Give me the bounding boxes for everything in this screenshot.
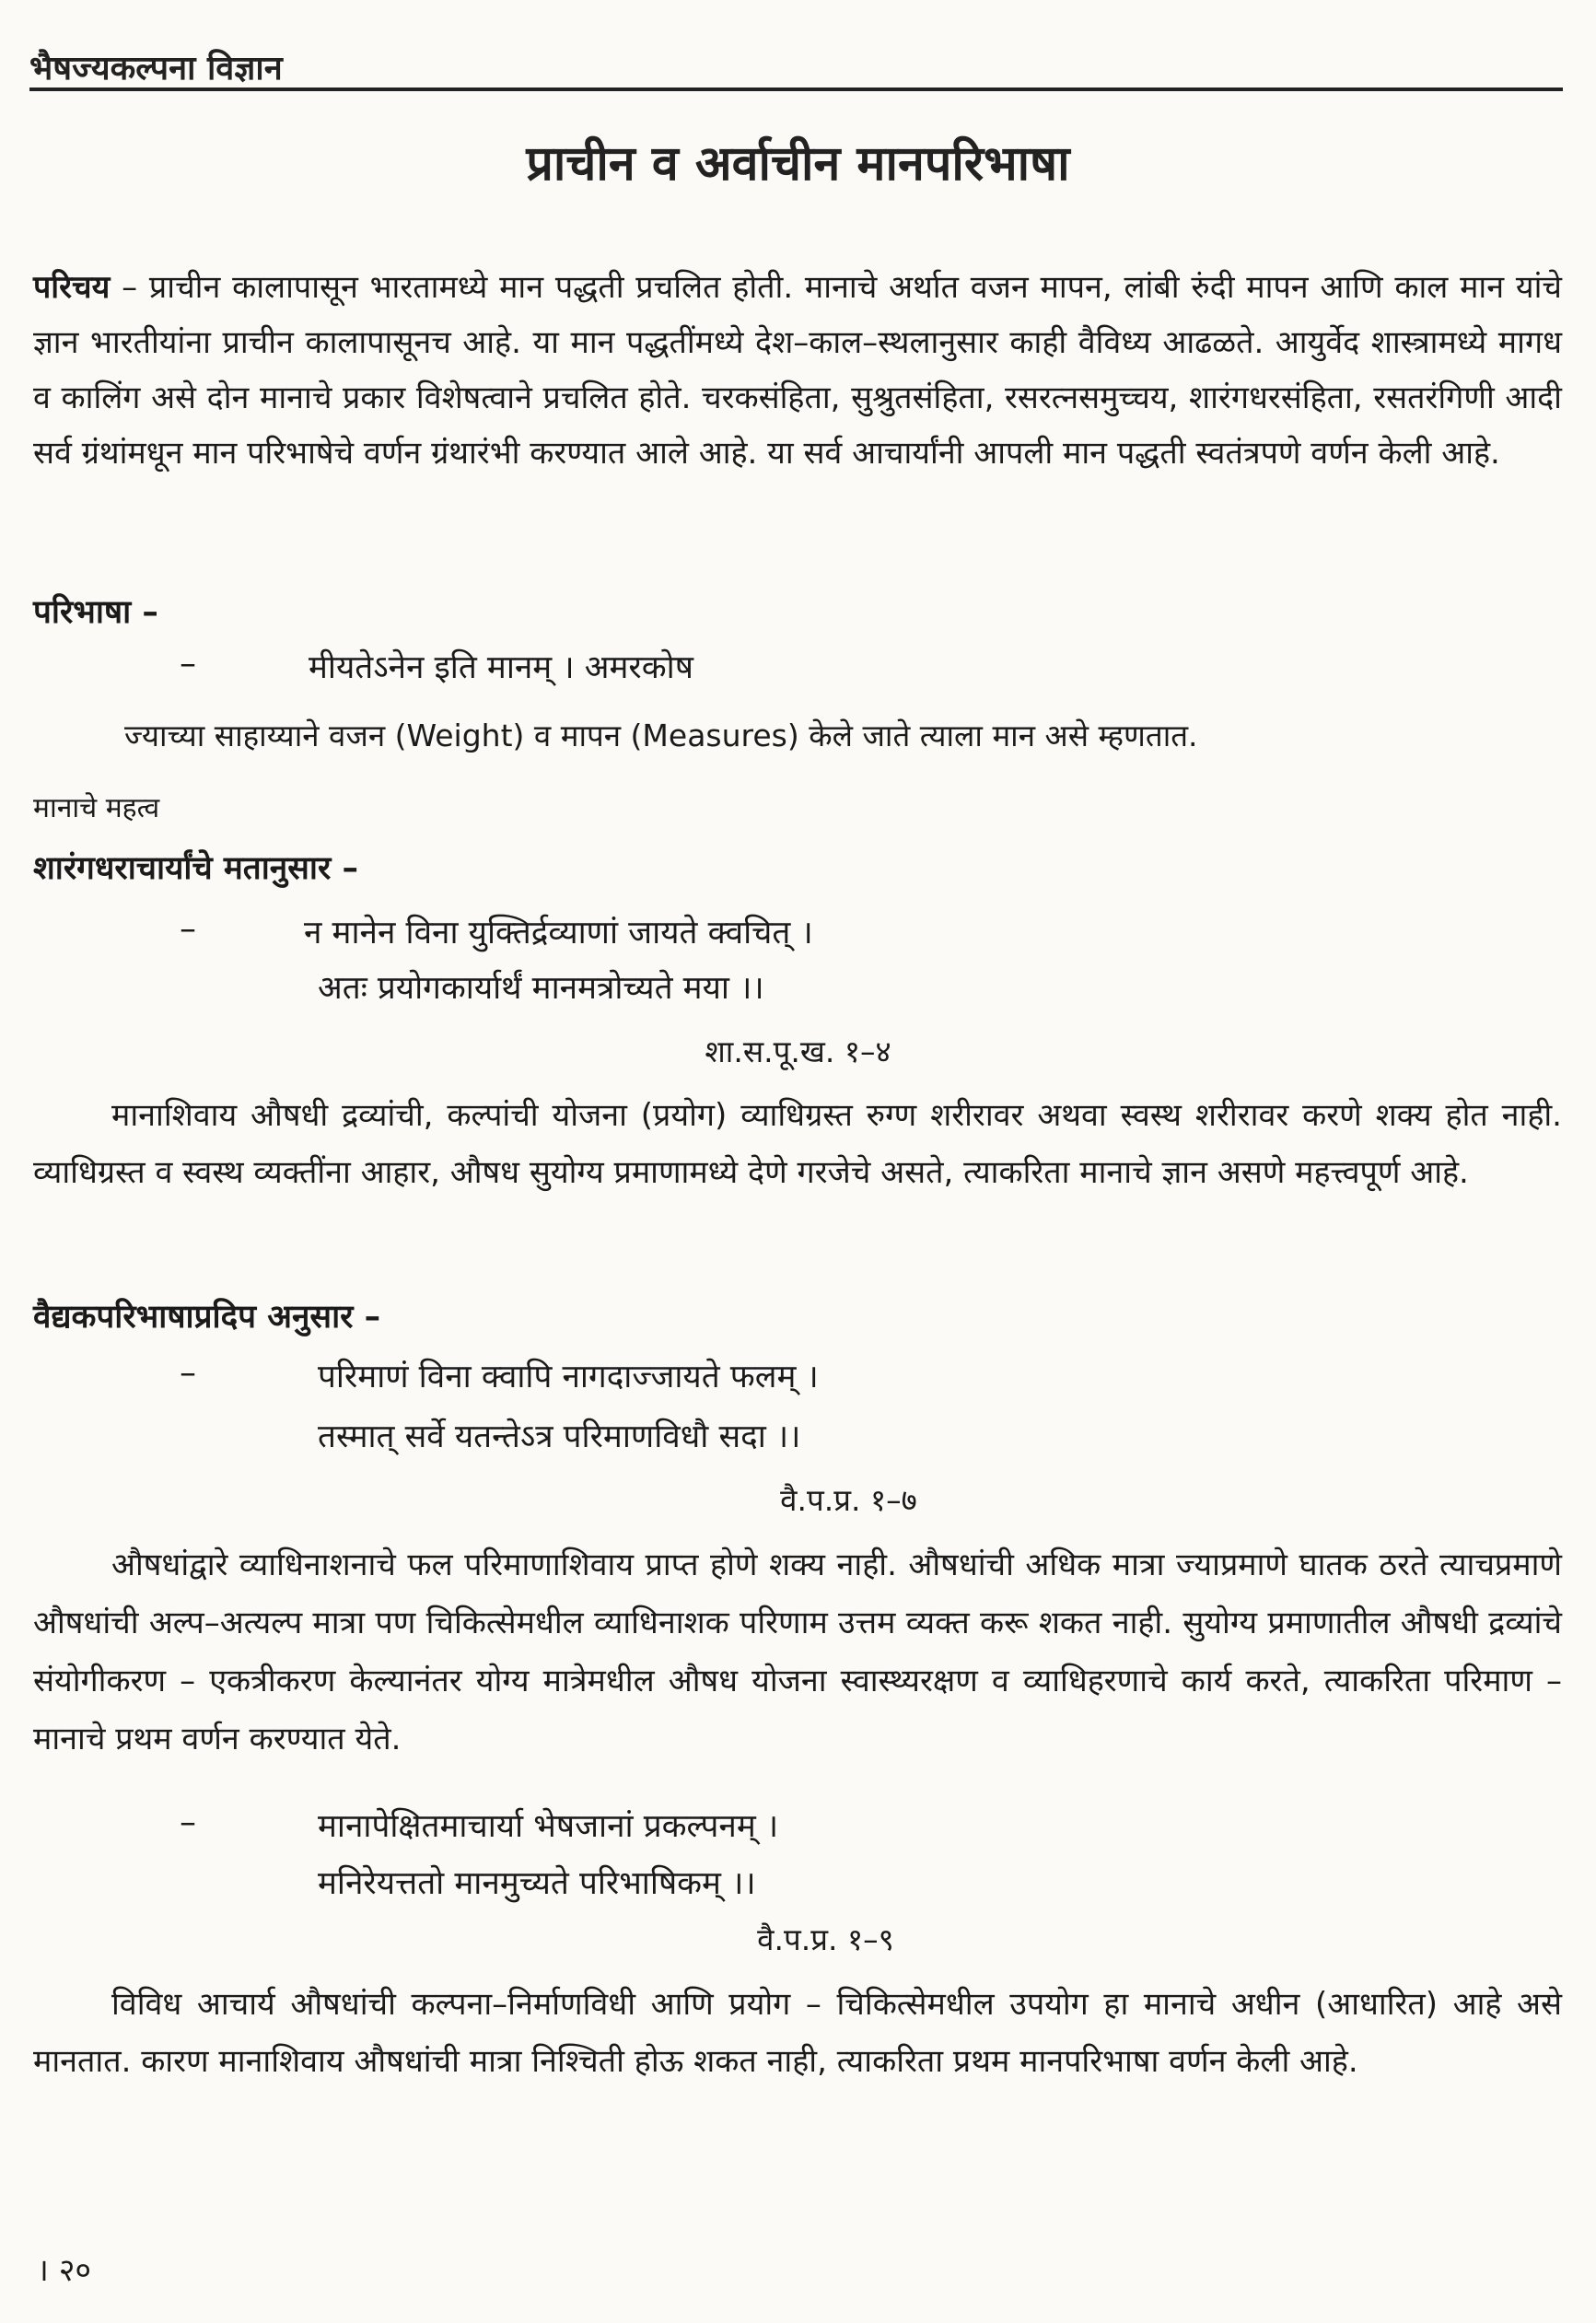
sharangadhar-reference: शा.स.पू.ख. १–४ (705, 1033, 891, 1069)
definition-explanation: ज्याच्या साहाय्याने वजन (Weight) व मापन (Measures) केले जाते त्याला मान असे म्हणतात. (124, 718, 1198, 753)
sharangadhar-dash: – (180, 910, 196, 948)
intro-label: परिचय (33, 269, 111, 306)
definition-label: परिभाषा – (33, 594, 158, 631)
sharangadhar-explanation: मानाशिवाय औषधी द्रव्यांची, कल्पांची योजना (प्रयोग) व्याधिग्रस्त रुग्ण शरीरावर अथवा स्वस्थ शरीरावर करणे शक्य होत नाही. व्याधिग्रस्त व स्वस्थ व्यक्तींना आहार, औषध सुयोग्य प्रमाणामध्ये देणे गरजेचे असते, त्याकरिता मानाचे ज्ञान असणे महत्त्वपूर्ण आहे. (33, 1097, 1562, 1191)
vaidyaka-verse-line1: परिमाणं विना क्वापि नागदाज्जायते फलम् । (318, 1359, 819, 1395)
intro-text: – प्राचीन कालापासून भारतामध्ये मान पद्धती प्रचलित होती. मानाचे अर्थात वजन मापन, लांबी रुंदी मापन आणि काल मान यांचे ज्ञान भारतीयांना प्राचीन कालापासूनच आहे. या मान पद्धतींमध्ये देश–काल–स्थलानुसार काही वैविध्य आढळते. आयुर्वेद शास्त्रामध्ये मागध व कालिंग असे दोन मानाचे प्रकार विशेषत्वाने प्रचलित होते. चरकसंहिता, सुश्रुतसंहिता, रसरत्नसमुच्चय, शारंगधरसंहिता, रसतरंगिणी आदी सर्व ग्रंथांमधून मान परिभाषेचे वर्णन ग्रंथारंभी करण्यात आले आहे. या सर्व आचार्यांनी आपली मान पद्धती स्वतंत्रपणे वर्णन केली आहे. (33, 269, 1562, 472)
definition-verse: मीयतेऽनेन इति मानम् । अमरकोष (309, 649, 693, 686)
page-title: प्राचीन व अर्वाचीन मानपरिभाषा (526, 136, 1070, 192)
third-verse-line2: मनिरेयत्ततो मानमुच्यते परिभाषिकम् ।। (318, 1865, 756, 1902)
vaidyaka-verse-line2: तस्मात् सर्वे यतन्तेऽत्र परिमाणविधौ सदा ।। (318, 1418, 801, 1455)
vaidyaka-dash: – (180, 1354, 196, 1392)
vaidyaka-label: वैद्यकपरिभाषाप्रदिप अनुसार – (33, 1299, 381, 1336)
third-explanation: विविध आचार्य औषधांची कल्पना–निर्माणविधी आणि प्रयोग – चिकित्सेमधील उपयोग हा मानाचे अधीन (आधारित) आहे असे मानतात. कारण मानाशिवाय औषधांची मात्रा निश्चिती होऊ शकत नाही, त्याकरिता प्रथम मानपरिभाषा वर्णन केली आहे. (33, 1986, 1562, 2080)
sharangadhar-verse-line2: अतः प्रयोगकार्यार्थं मानमत्रोच्यते मया ।। (318, 970, 764, 1007)
sharangadhar-verse-line1: न मानेन विना युक्तिर्द्रव्याणां जायते क्वचित् । (304, 915, 813, 951)
header-rule (29, 88, 1563, 91)
vaidyaka-reference: वै.प.प्र. १–७ (780, 1482, 917, 1518)
intro-paragraph (33, 260, 1562, 481)
importance-heading: मानाचे महत्व (33, 792, 160, 824)
running-header: भैषज्यकल्पना विज्ञान (29, 50, 283, 88)
page-number: । २० (37, 2252, 92, 2289)
third-verse-line1: मानापेक्षितमाचार्या भेषजानां प्रकल्पनम् । (318, 1808, 779, 1845)
sharangadhar-label: शारंगधराचार्यांचे मतानुसार – (33, 850, 358, 887)
third-dash: – (180, 1804, 196, 1841)
third-reference: वै.प.प्र. १–९ (757, 1921, 894, 1957)
vaidyaka-explanation: औषधांद्वारे व्याधिनाशनाचे फल परिमाणाशिवाय प्राप्त होणे शक्य नाही. औषधांची अधिक मात्रा ज्याप्रमाणे घातक ठरते त्याचप्रमाणे औषधांची अल्प–अत्यल्प मात्रा पण चिकित्सेमधील व्याधिनाशक परिणाम उत्तम व्यक्त करू शकत नाही. सुयोग्य प्रमाणातील औषधी द्रव्यांचे संयोगीकरण – एकत्रीकरण केल्यानंतर योग्य मात्रेमधील औषध योजना स्वास्थ्यरक्षण व व्याधिहरणाचे कार्य करते, त्याकरिता परिमाण – मानाचे प्रथम वर्णन करण्यात येते. (33, 1547, 1562, 1757)
definition-dash: – (180, 645, 196, 683)
